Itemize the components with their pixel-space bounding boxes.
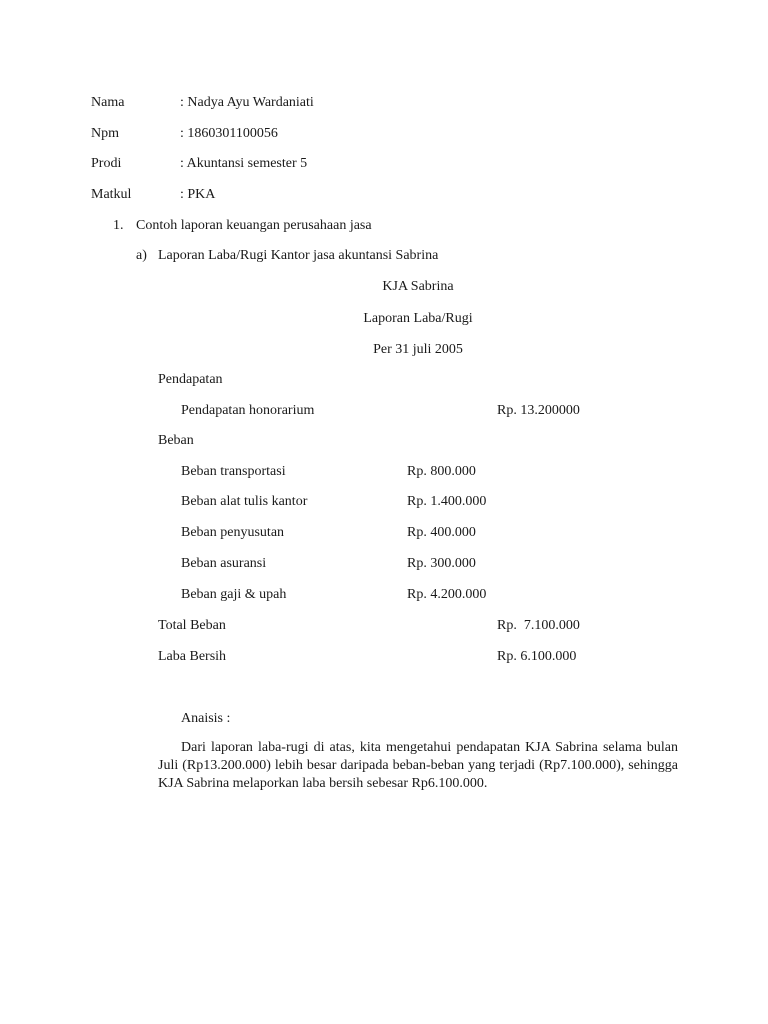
nama-value: : Nadya Ayu Wardaniati [180,95,314,110]
report-title: Laporan Laba/Rugi [363,311,473,326]
matkul-value: : PKA [180,187,216,202]
sublist-item-text: Laporan Laba/Rugi Kantor jasa akuntansi Sabrina [158,248,439,263]
pendapatan-item-value: Rp. 13.200000 [497,403,580,418]
sublist-item-letter: a) [136,248,147,263]
beban-item-label: Beban penyusutan [181,525,285,540]
matkul-label: Matkul [91,187,132,202]
analysis-heading: Anaisis : [181,711,231,726]
beban-item-value: Rp. 1.400.000 [407,494,487,509]
beban-item-label: Beban gaji & upah [181,587,287,602]
analysis-paragraph: Dari laporan laba-rugi di atas, kita mengetahui pendapatan KJA Sabrina selama bulan Juli (Rp13.200.000) lebih besar daripada beban-beban yang terjadi (Rp7.100.000), sehingga KJA Sabrina melaporkan laba bersih sebesar Rp6.100.000. [158,740,678,791]
beban-heading: Beban [158,433,194,448]
total-beban-label: Total Beban [158,618,226,633]
pendapatan-item-label: Pendapatan honorarium [181,403,315,418]
npm-value: : 1860301100056 [180,126,278,141]
prodi-label: Prodi [91,156,122,171]
beban-item-value: Rp. 300.000 [407,556,476,571]
report-period: Per 31 juli 2005 [373,342,463,357]
laba-bersih-label: Laba Bersih [158,649,227,664]
report-company: KJA Sabrina [382,279,454,294]
prodi-value: : Akuntansi semester 5 [180,156,308,171]
npm-label: Npm [91,126,119,141]
beban-item-value: Rp. 800.000 [407,464,476,479]
list-item-number: 1. [113,218,124,233]
beban-item-value: Rp. 4.200.000 [407,587,487,602]
beban-item-value: Rp. 400.000 [407,525,476,540]
total-beban-value: Rp. 7.100.000 [497,618,580,633]
laba-bersih-value: Rp. 6.100.000 [497,649,577,664]
pendapatan-heading: Pendapatan [158,372,223,387]
nama-label: Nama [91,95,125,110]
beban-item-label: Beban transportasi [181,464,286,479]
beban-item-label: Beban asuransi [181,556,267,571]
list-item-text: Contoh laporan keuangan perusahaan jasa [136,218,372,233]
beban-item-label: Beban alat tulis kantor [181,494,308,509]
